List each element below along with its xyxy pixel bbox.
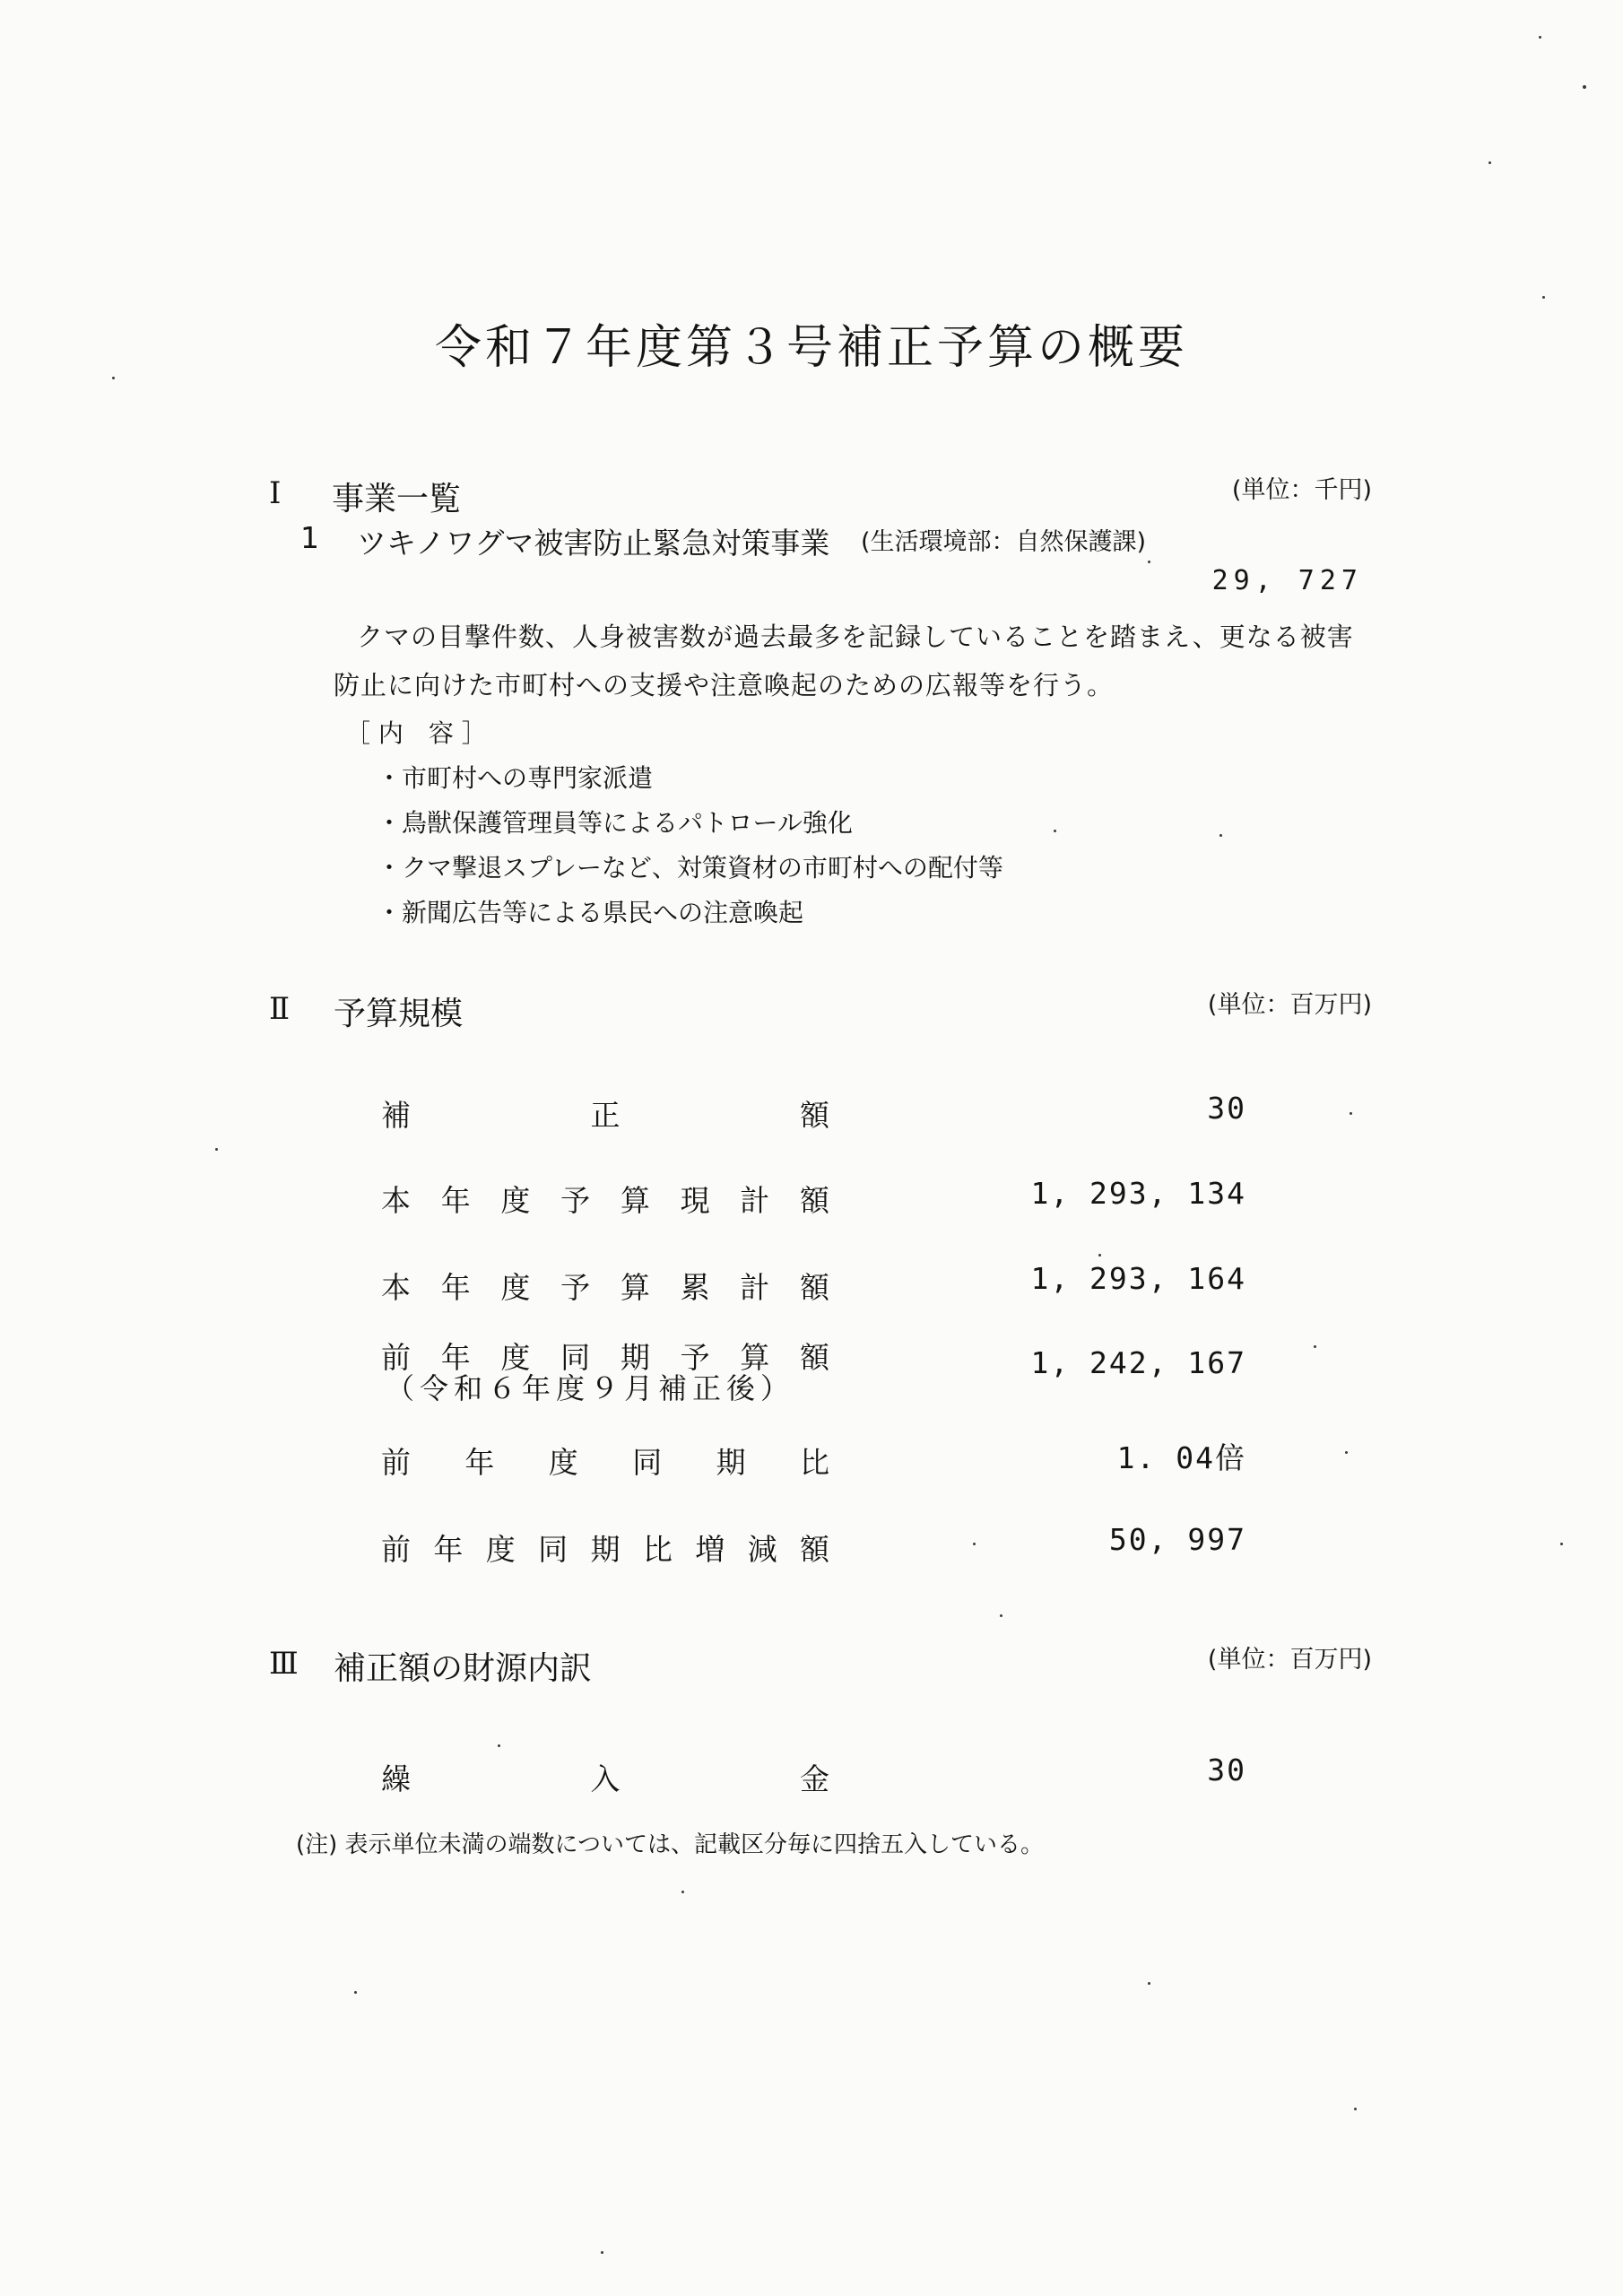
budget-row-label: 前年度同期比増減額 (381, 1532, 829, 1567)
budget-row-value: 50, 997 (1108, 1522, 1246, 1557)
list-item: ・新聞広告等による県民への注意喚起 (377, 898, 804, 927)
budget-row-value: 1. 04倍 (1116, 1440, 1246, 1475)
list-item: ・クマ撃退スプレーなど、対策資材の市町村への配付等 (377, 853, 1003, 883)
item-department: (生活環境部：自然保護課) (861, 528, 1147, 556)
budget-row-value: 1, 293, 164 (1030, 1261, 1246, 1296)
budget-row-value: 30 (1207, 1091, 1246, 1126)
section-number: Ⅲ (269, 1646, 299, 1682)
budget-row-sublabel: （令和６年度９月補正後） (386, 1371, 795, 1405)
item-number: 1 (300, 520, 319, 555)
funding-row-label: 繰入金 (381, 1761, 829, 1796)
content-label: ［ 内 容 ］ (345, 718, 487, 748)
document-title: 令和７年度第３号補正予算の概要 (434, 321, 1188, 375)
footnote: (注) 表示単位未満の端数については、記載区分毎に四捨五入している。 (296, 1831, 1045, 1858)
item-description-line1: クマの目撃件数、人身被害数が過去最多を記録していることを踏まえ、更なる被害 (357, 622, 1354, 652)
budget-row-value: 1, 293, 134 (1030, 1176, 1246, 1211)
section-heading: 補正額の財源内訳 (334, 1650, 593, 1687)
budget-row-label: 本年度予算現計額 (381, 1183, 829, 1218)
item-amount: 29, 727 (1211, 565, 1363, 596)
section-number: Ⅰ (269, 475, 282, 511)
unit-label: (単位：百万円) (1207, 991, 1372, 1019)
section-heading: 予算規模 (334, 996, 464, 1032)
item-title: ツキノワグマ被害防止緊急対策事業 (357, 526, 830, 561)
budget-row-label: 本年度予算累計額 (381, 1270, 829, 1305)
list-item: ・鳥獣保護管理員等によるパトロール強化 (377, 808, 853, 838)
list-item: ・市町村への専門家派遣 (377, 763, 654, 793)
unit-label: (単位：百万円) (1207, 1646, 1372, 1674)
budget-row-label: 前年度同期予算額 (381, 1340, 829, 1375)
section-number: Ⅱ (269, 991, 291, 1027)
funding-row-value: 30 (1207, 1752, 1246, 1787)
budget-row-label: 補正額 (381, 1098, 829, 1133)
unit-label: (単位：千円) (1231, 476, 1372, 504)
item-description-line2: 防止に向けた市町村への支援や注意喚起のための広報等を行う。 (334, 670, 1115, 700)
section-heading: 事業一覧 (332, 481, 462, 517)
budget-row-label: 前年度同期比 (381, 1445, 829, 1480)
budget-row-value: 1, 242, 167 (1030, 1345, 1246, 1380)
